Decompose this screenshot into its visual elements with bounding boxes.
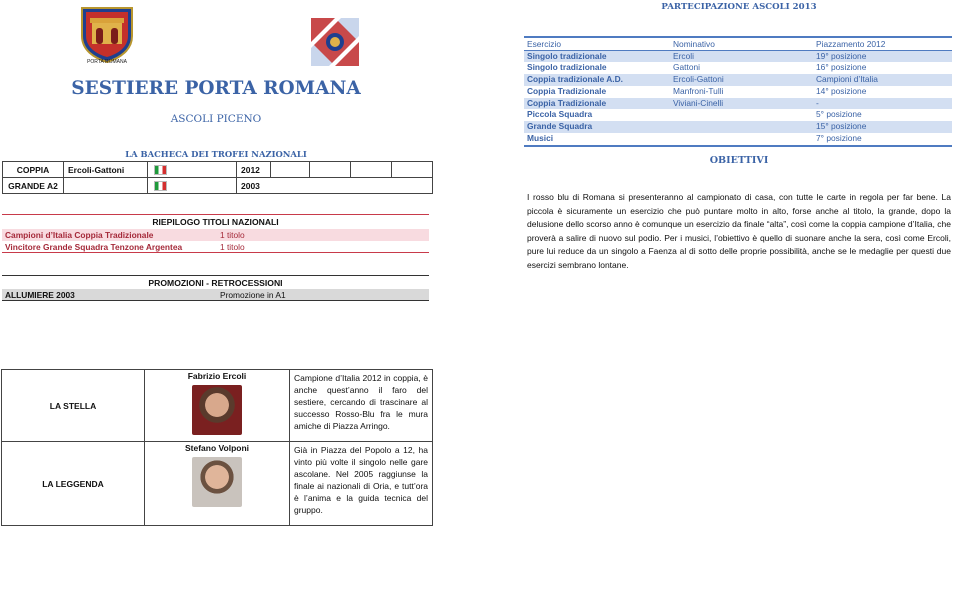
exercise-cell: Coppia tradizionale A.D. xyxy=(524,74,670,86)
trophy-category: GRANDE A2 xyxy=(3,178,64,194)
trophy-section-title: LA BACHECA DEI TROFEI NAZIONALI xyxy=(125,149,307,159)
names-cell xyxy=(670,121,813,133)
star-description: Campione d’Italia 2012 in coppia, è anche quest’anno il faro del sestiere, cercando di trascinare al successo Rosso-Blu fra le mura amiche di Piazza Arringo. xyxy=(290,370,433,442)
names-cell: Viviani-Cinelli xyxy=(670,98,813,110)
participation-row xyxy=(524,98,952,110)
star-person-cell xyxy=(145,370,290,442)
objectives-title: OBIETTIVI xyxy=(709,155,769,166)
star-person-cell xyxy=(145,442,290,526)
trophy-year: 2012 xyxy=(237,162,271,178)
exercise-cell: Singolo tradizionale xyxy=(524,50,670,62)
promotion-value: Promozione in A1 xyxy=(220,290,286,300)
trophy-row xyxy=(3,178,433,194)
summary-row-name: Campioni d’Italia Coppia Tradizionale xyxy=(5,230,154,240)
trophy-flag-cell xyxy=(148,178,237,194)
star-row xyxy=(2,442,433,526)
names-cell: Ercoli xyxy=(670,50,813,62)
trophy-holders: Ercoli-Gattoni xyxy=(64,162,148,178)
participation-row xyxy=(524,121,952,133)
trophy-holders xyxy=(64,178,148,194)
participation-row xyxy=(524,86,952,98)
summary-row-value: 1 titolo xyxy=(220,242,245,252)
objectives-text: I rosso blu di Romana si presenteranno al campionato di casa, con tutte le carte in regola per far bene. La piccola è sicuramente un esercizio che può puntare molto in alto, forse anche al titolo, la grande, dopo la delusione dello scorso anno è comunque un esercizio da finale “alta”, così come la coppia campione d’Italia, che proverà a salire di nuovo sul podio. Per i musici, l’obiettivo è quello di suonare anche la sera, così come Ercoli, pure lui reduce da un singolo a Faenza al di sotto delle proprie possibilità, anche se le medaglie per questi due esercizi sembrano lontane. xyxy=(527,192,951,270)
portrait-photo xyxy=(192,457,242,507)
placement-cell: 15° posizione xyxy=(813,121,952,133)
promotion-name: ALLUMIERE 2003 xyxy=(5,290,75,300)
summary-row-name: Vincitore Grande Squadra Tenzone Argentea xyxy=(5,242,183,252)
participation-title: PARTECIPAZIONE ASCOLI 2013 xyxy=(661,2,817,12)
participation-header-row xyxy=(524,37,952,50)
trophy-empty-cell xyxy=(392,162,433,178)
sestiere-flag-emblem xyxy=(311,18,359,66)
exercise-cell: Coppia Tradizionale xyxy=(527,85,607,96)
participation-row xyxy=(524,50,952,62)
names-cell: Ercoli-Gattoni xyxy=(670,74,813,86)
column-header: Nominativo xyxy=(670,37,813,50)
trophy-table xyxy=(2,161,433,194)
portrait-photo xyxy=(192,385,242,435)
logo-caption: PORTA ROMANA xyxy=(87,59,127,65)
trophy-row xyxy=(3,162,433,178)
placement-cell: - xyxy=(813,98,952,110)
participation-table xyxy=(524,36,952,147)
exercise-cell: Musici xyxy=(527,133,554,144)
placement-cell: Campioni d’Italia xyxy=(813,74,952,86)
star-name: Fabrizio Ercoli xyxy=(187,371,247,381)
trophy-empty-cell xyxy=(310,162,351,178)
names-cell xyxy=(670,109,813,121)
summary-row xyxy=(2,229,429,241)
exercise-cell: Coppia Tradizionale xyxy=(524,98,670,110)
summary-title: RIEPILOGO TITOLI NAZIONALI xyxy=(2,214,429,229)
placement-cell: 16° posizione xyxy=(816,62,867,73)
participation-row xyxy=(524,74,952,86)
italy-flag-icon xyxy=(154,165,167,175)
trophy-flag-cell xyxy=(148,162,237,178)
participation-row xyxy=(524,109,952,121)
star-name: Stefano Volponi xyxy=(184,443,250,453)
placement-cell: 5° posizione xyxy=(816,109,862,120)
exercise-cell: Singolo tradizionale xyxy=(527,62,607,73)
italy-flag-icon xyxy=(154,181,167,191)
names-cell xyxy=(670,133,813,146)
names-cell: Manfroni-Tulli xyxy=(673,85,724,96)
porta-romana-crest-logo xyxy=(78,4,136,64)
trophy-category: COPPIA xyxy=(3,162,64,178)
trophy-empty-cell xyxy=(351,162,392,178)
summary-row-value: 1 titolo xyxy=(220,230,245,240)
stars-table xyxy=(1,369,433,526)
names-cell: Gattoni xyxy=(673,62,701,73)
placement-cell: 14° posizione xyxy=(816,85,867,96)
promotion-row xyxy=(2,289,429,301)
participation-row xyxy=(524,133,952,146)
page-subtitle: ASCOLI PICENO xyxy=(170,113,262,125)
star-role: LA STELLA xyxy=(2,370,145,442)
column-header: Piazzamento 2012 xyxy=(813,37,952,50)
trophy-empty-cell xyxy=(271,162,310,178)
placement-cell: 19° posizione xyxy=(813,50,952,62)
placement-cell: 7° posizione xyxy=(816,133,862,144)
participation-row xyxy=(524,62,952,74)
exercise-cell: Piccola Squadra xyxy=(527,109,593,120)
page-title: SESTIERE PORTA ROMANA xyxy=(71,78,361,99)
star-role: LA LEGGENDA xyxy=(2,442,145,526)
summary-row xyxy=(2,241,429,253)
trophy-year: 2003 xyxy=(237,178,433,194)
star-description: Già in Piazza del Popolo a 12, ha vinto più volte il singolo nelle gare ascolane. Nel 2005 raggiunse la finale ai nazionali di Oria, e tutt’ora è l’anima e la guida tecnica del gruppo. xyxy=(290,442,433,526)
promotions-title: PROMOZIONI - RETROCESSIONI xyxy=(2,275,429,289)
column-header: Esercizio xyxy=(524,37,670,50)
star-row xyxy=(2,370,433,442)
exercise-cell: Grande Squadra xyxy=(524,121,670,133)
